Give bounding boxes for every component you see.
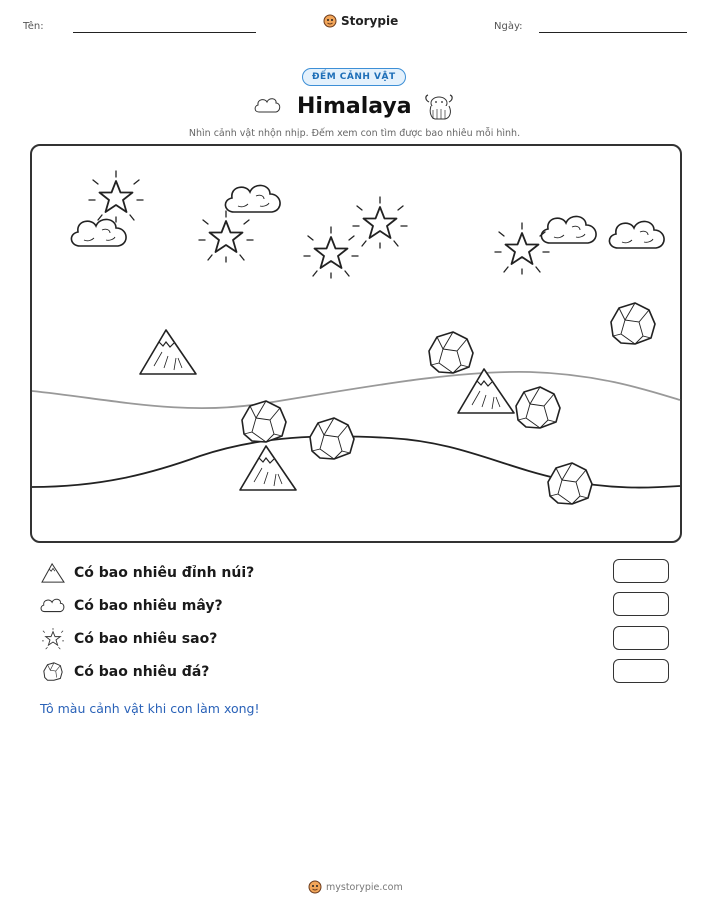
name-label: Tên:	[23, 21, 44, 32]
cloud-3	[541, 216, 596, 243]
mountain-icon	[40, 562, 66, 584]
star-2	[199, 211, 253, 262]
cloud-4	[609, 221, 664, 248]
yak-icon	[423, 90, 457, 122]
question-stars	[40, 628, 217, 650]
question-text: Có bao nhiêu sao?	[74, 631, 218, 647]
footer	[308, 880, 403, 894]
back-hill-line	[32, 372, 680, 408]
storypie-mascot-icon	[323, 14, 337, 28]
cloud-2	[225, 185, 280, 212]
rock-1	[611, 303, 655, 344]
star-5	[495, 223, 549, 274]
star-4	[353, 197, 407, 248]
rock-4	[242, 401, 286, 442]
star-3	[304, 227, 358, 278]
activity-badge: ĐẾM CẢNH VẬT	[302, 68, 406, 86]
coloring-note: Tô màu cảnh vật khi con làm xong!	[40, 701, 260, 716]
storypie-mascot-icon	[308, 880, 322, 894]
star-1	[89, 171, 143, 222]
question-rocks	[40, 661, 209, 683]
rock-3	[516, 387, 560, 428]
rock-5	[310, 418, 354, 459]
date-line[interactable]	[539, 32, 687, 33]
question-text: Có bao nhiêu mây?	[74, 598, 223, 614]
question-text: Có bao nhiêu đỉnh núi?	[74, 565, 255, 581]
answer-box-stars[interactable]	[613, 626, 669, 650]
mountain-1	[140, 330, 196, 374]
rock-icon	[40, 661, 66, 683]
page-title: Himalaya	[297, 94, 412, 119]
date-label: Ngày:	[494, 21, 523, 32]
answer-box-clouds[interactable]	[613, 592, 669, 616]
answer-box-mountains[interactable]	[613, 559, 669, 583]
title-cloud-icon	[254, 95, 282, 117]
brand-logo	[323, 14, 398, 28]
question-text: Có bao nhiêu đá?	[74, 664, 210, 680]
cloud-1	[71, 219, 126, 246]
cloud-icon	[40, 595, 66, 617]
question-mountains	[40, 562, 254, 584]
star-icon	[40, 628, 66, 650]
answer-box-rocks[interactable]	[613, 659, 669, 683]
name-line[interactable]	[73, 32, 256, 33]
question-clouds	[40, 595, 223, 617]
instructions: Nhìn cảnh vật nhộn nhịp. Đếm xem con tìm được bao nhiêu mỗi hình.	[188, 128, 521, 139]
rock-6	[548, 463, 592, 504]
mountain-2	[458, 369, 514, 413]
mountain-3	[240, 446, 296, 490]
rock-2	[429, 332, 473, 373]
footer-url[interactable]: mystorypie.com	[326, 881, 403, 893]
scene-drawing	[30, 144, 682, 543]
brand-name: Storypie	[341, 14, 399, 28]
